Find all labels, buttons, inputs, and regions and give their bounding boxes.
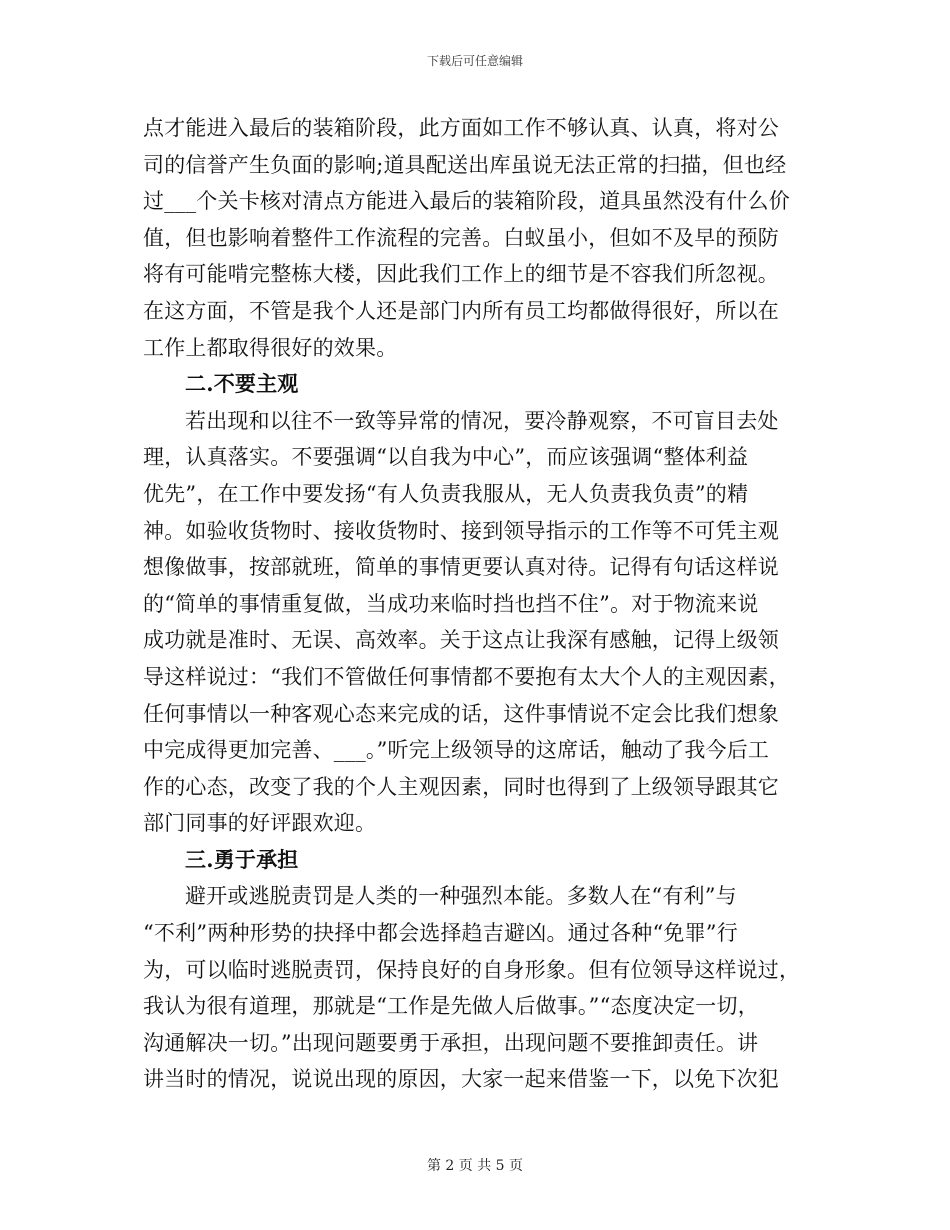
paragraph-line: 想像做事，按部就班，简单的事情更要认真对待。记得有句话这样说 — [143, 555, 779, 580]
page-header: 下载后可任意编辑 — [426, 54, 523, 68]
paragraph-line: 过___个关卡核对清点方能进入最后的装箱阶段，道具虽然没有什么价 — [143, 189, 790, 214]
paragraph-line: 司的信誉产生负面的影响;道具配送出库虽说无法正常的扫描，但也经 — [143, 152, 787, 177]
paragraph-line: 讲当时的情况，说说出现的原因，大家一起来借鉴一下，以免下次犯 — [143, 1067, 779, 1092]
page-footer: 第 2 页 共 5 页 — [426, 1158, 524, 1174]
paragraph-line: 将有可能啃完整栋大楼，因此我们工作上的细节是不容我们所忽视。 — [143, 262, 779, 287]
paragraph-line: 避开或逃脱责罚是人类的一种强烈本能。多数人在“有利”与 — [185, 884, 737, 909]
paragraph-line: 我认为很有道理，那就是“工作是先做人后做事。”“态度决定一切， — [143, 994, 759, 1019]
paragraph-line: 沟通解决一切。”出现问题要勇于承担，出现问题不要推卸责任。讲 — [143, 1030, 759, 1055]
paragraph-line: 任何事情以一种客观心态来完成的话，这件事情说不定会比我们想象 — [143, 701, 779, 726]
section-heading: 三.勇于承担 — [185, 846, 299, 872]
paragraph-line: 点才能进入最后的装箱阶段，此方面如工作不够认真、认真，将对公 — [143, 116, 779, 140]
paragraph-line: 优先”，在工作中要发扬“有人负责我服从，无人负责我负责”的精 — [143, 481, 749, 506]
paragraph-line: 为，可以临时逃脱责罚，保持良好的自身形象。但有位领导这样说过， — [143, 957, 801, 982]
document-body — [143, 110, 808, 1098]
paragraph-line: 值，但也影响着整件工作流程的完善。白蚁虽小，但如不及早的预防 — [143, 225, 779, 250]
section-heading: 二.不要主观 — [185, 371, 299, 397]
paragraph-line: 若出现和以往不一致等异常的情况，要冷静观察，不可盲目去处 — [185, 408, 779, 433]
paragraph-line: 神。如验收货物时、接收货物时、接到领导指示的工作等不可凭主观 — [143, 518, 779, 543]
paragraph-line: 在这方面，不管是我个人还是部门内所有员工均都做得很好，所以在 — [143, 298, 779, 323]
paragraph-line: 中完成得更加完善、___。”听完上级领导的这席话，触动了我今后工 — [143, 738, 770, 763]
paragraph-line: 的“简单的事情重复做，当成功来临时挡也挡不住”。对于物流来说 — [143, 591, 759, 616]
paragraph-line: 理，认真落实。不要强调“以自我为中心”，而应该强调“整体利益 — [143, 445, 749, 470]
paragraph-line: 部门同事的好评跟欢迎。 — [143, 811, 377, 836]
paragraph-line: 导这样说过：“我们不管做任何事情都不要抱有太大个人的主观因素， — [143, 664, 790, 689]
paragraph-line: 作的心态，改变了我的个人主观因素，同时也得到了上级领导跟其它 — [143, 774, 779, 799]
paragraph-line: 工作上都取得很好的效果。 — [143, 335, 398, 360]
paragraph-line: 成功就是准时、无误、高效率。关于这点让我深有感触，记得上级领 — [143, 628, 779, 653]
paragraph-line: “不利”两种形势的抉择中都会选择趋吉避凶。通过各种“免罪”行 — [143, 921, 738, 946]
